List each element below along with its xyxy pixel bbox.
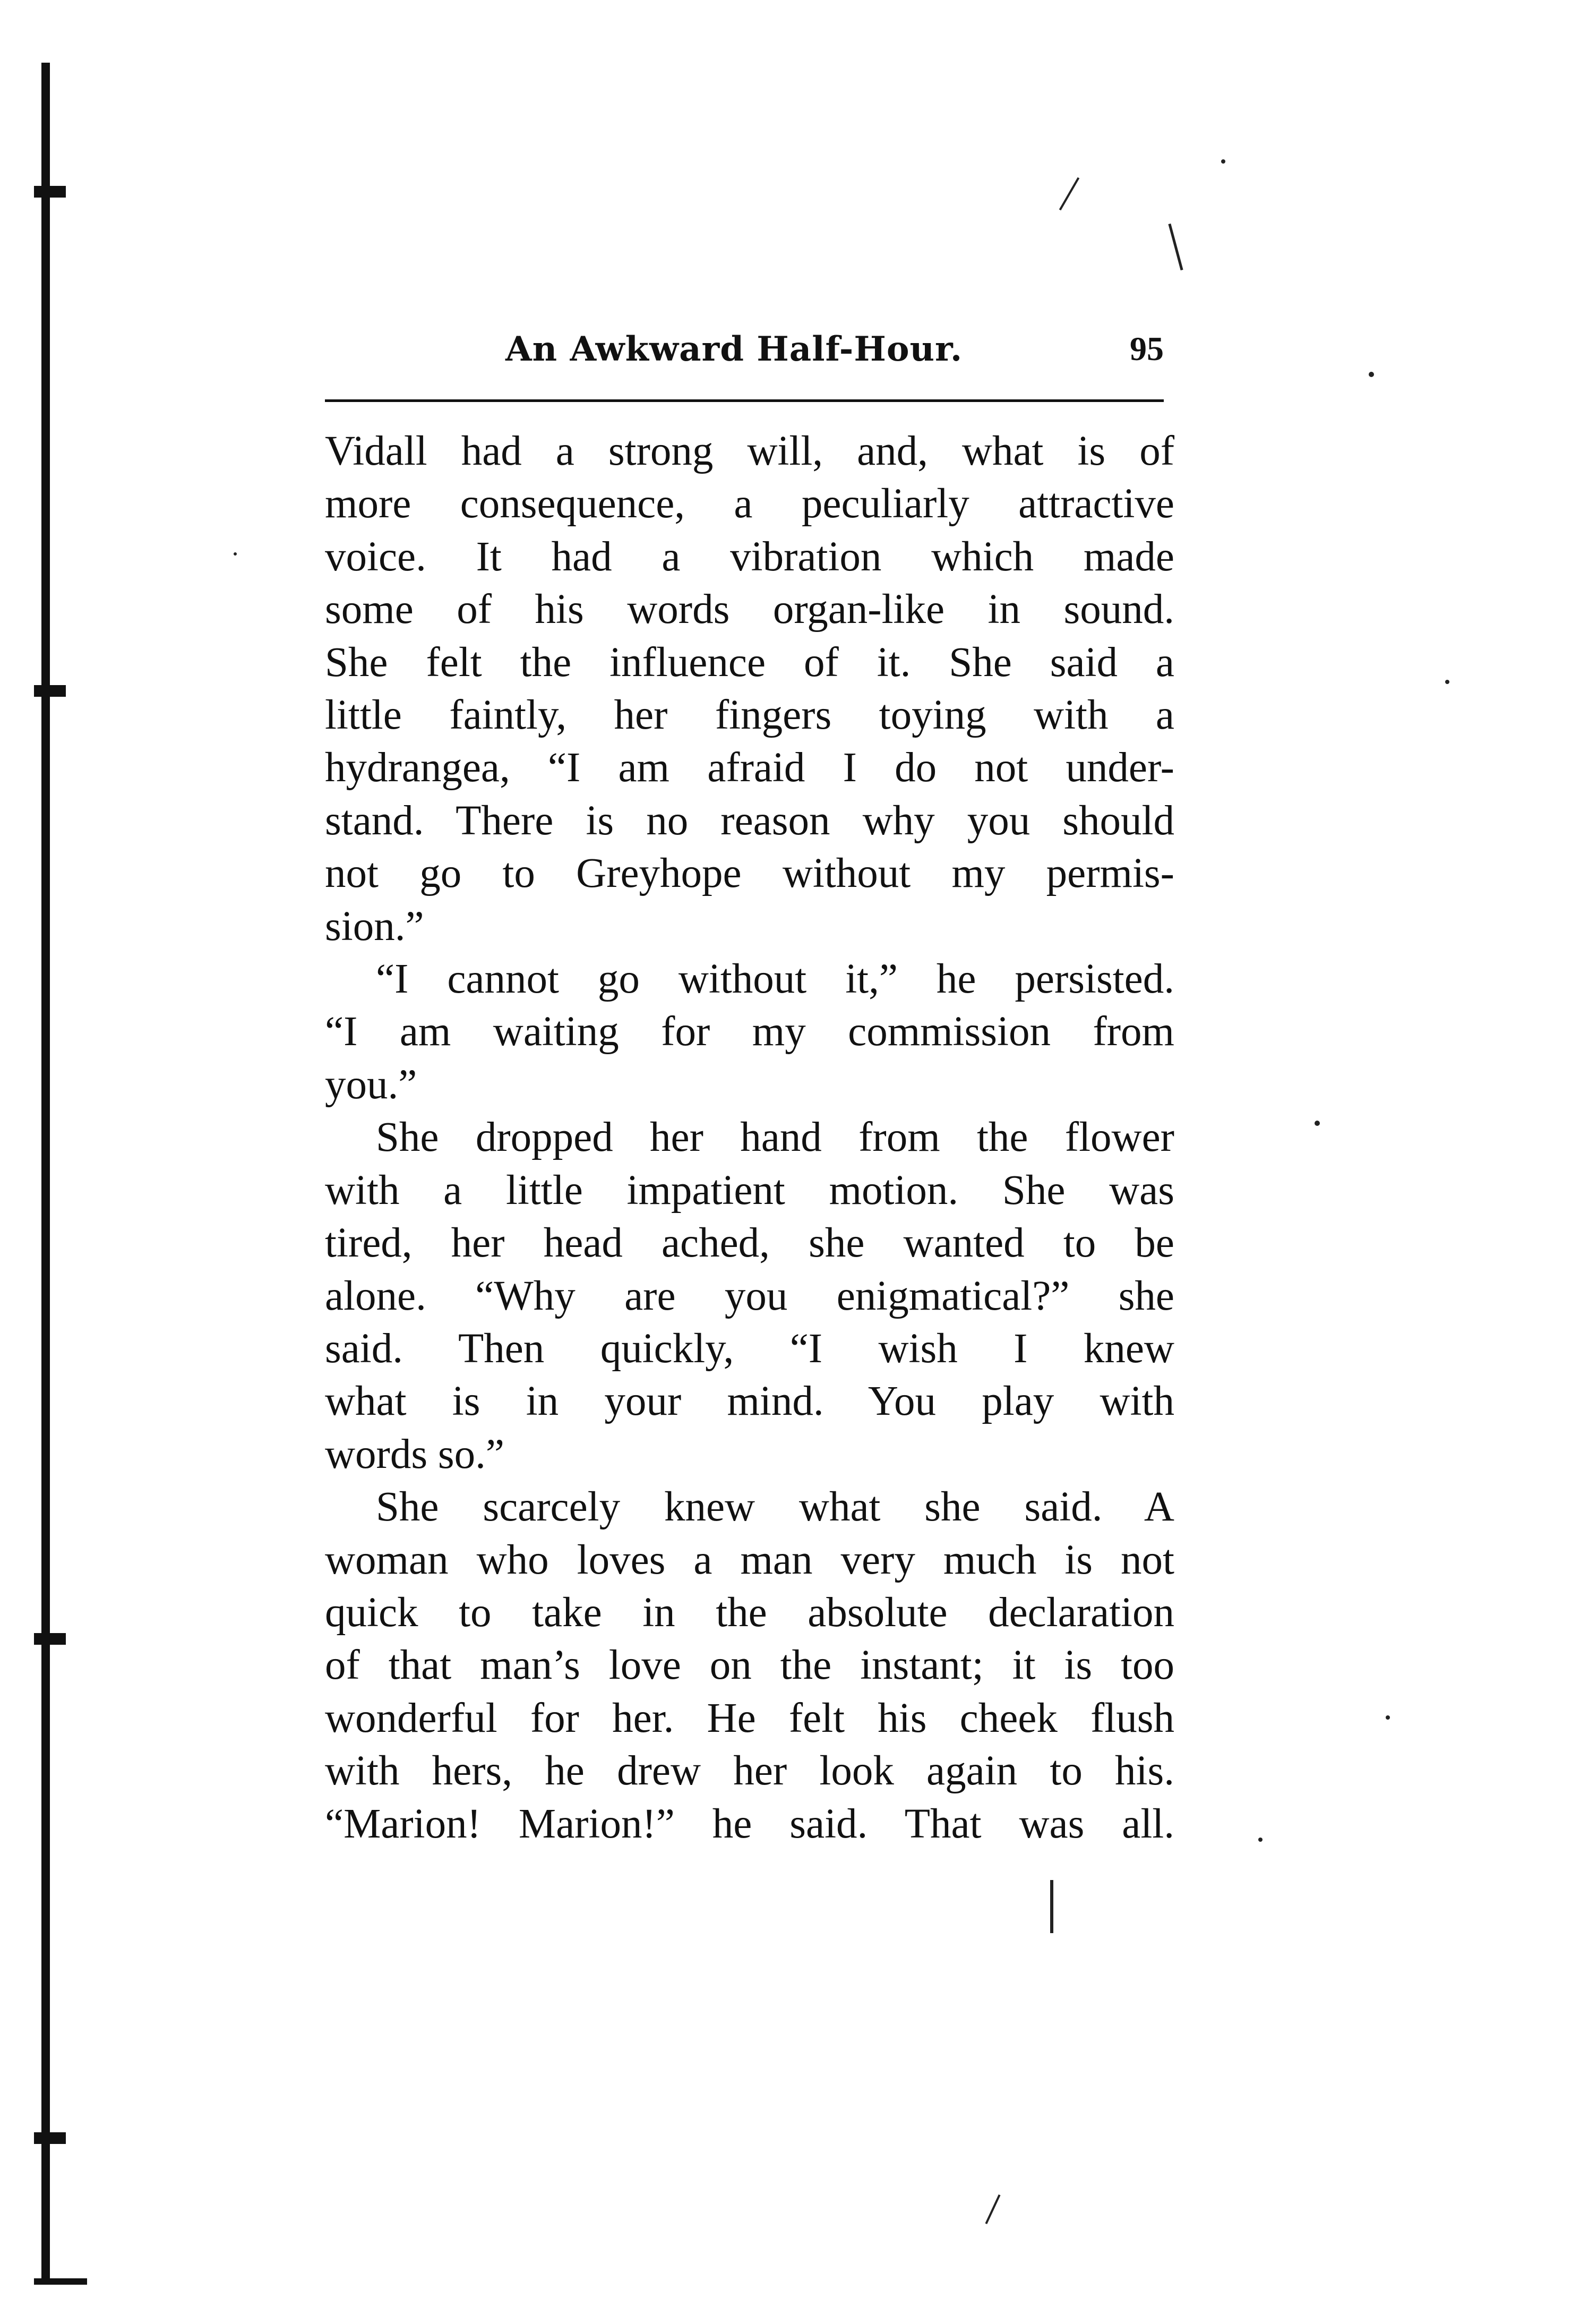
text-line: tired, her head ached, she wanted to be <box>325 1220 1174 1267</box>
text-line: of that man’s love on the instant; it is too <box>325 1642 1174 1689</box>
text-line: voice. It had a vibration which made <box>325 533 1174 580</box>
speck <box>1221 159 1225 164</box>
page-header <box>325 329 1169 382</box>
speck <box>1445 680 1449 684</box>
text-line: more consequence, a peculiarly attractive <box>325 481 1174 527</box>
speck <box>1315 1121 1320 1126</box>
speck <box>1369 372 1374 377</box>
binding-edge <box>41 63 50 2283</box>
binding-mark <box>34 685 66 697</box>
text-line: hydrangea, “I am afraid I do not under- <box>325 745 1174 791</box>
text-line: some of his words organ-like in sound. <box>325 586 1174 633</box>
text-line: what is in your mind. You play with <box>325 1378 1174 1425</box>
text-line: not go to Greyhope without my permis- <box>325 850 1174 897</box>
binding-mark <box>34 1633 66 1645</box>
text-line: with hers, he drew her look again to his. <box>325 1748 1174 1795</box>
text-line: “I am waiting for my commission from <box>325 1009 1174 1055</box>
text-line: She scarcely knew what she said. A <box>376 1484 1174 1531</box>
running-title: An Awkward Half-Hour. <box>505 329 963 369</box>
text-line: She dropped her hand from the flower <box>376 1114 1174 1161</box>
binding-mark <box>34 186 66 198</box>
text-line: little faintly, her fingers toying with a <box>325 692 1174 739</box>
text-line: “I cannot go without it,” he persisted. <box>376 956 1174 1003</box>
binding-mark <box>34 2278 87 2285</box>
text-line: Vidall had a strong will, and, what is of <box>325 428 1174 474</box>
text-line: alone. “Why are you enigmatical?” she <box>325 1272 1174 1319</box>
text-line: She felt the influence of it. She said a <box>325 639 1174 686</box>
speck <box>1386 1715 1390 1720</box>
text-line: woman who loves a man very much is not <box>325 1536 1174 1583</box>
ink-mark <box>1059 177 1079 211</box>
text-line: sion.” <box>325 903 424 950</box>
ink-mark <box>1168 224 1183 270</box>
ink-mark <box>985 2194 1001 2224</box>
text-line: words so.” <box>325 1431 504 1477</box>
text-line: wonderful for her. He felt his cheek flush <box>325 1695 1174 1741</box>
speck <box>234 552 237 556</box>
ink-mark <box>1050 1880 1053 1933</box>
binding-mark <box>34 2132 66 2144</box>
body-text <box>325 425 1174 1850</box>
text-line: “Marion! Marion!” he said. That was all. <box>325 1800 1174 1847</box>
text-line: you.” <box>325 1061 417 1108</box>
text-line: said. Then quickly, “I wish I knew <box>325 1325 1174 1372</box>
text-line: with a little impatient motion. She was <box>325 1167 1174 1214</box>
text-line: stand. There is no reason why you should <box>325 797 1174 844</box>
text-line: quick to take in the absolute declaration <box>325 1589 1174 1636</box>
header-rule <box>325 399 1164 402</box>
page-number: 95 <box>1130 330 1164 368</box>
speck <box>1258 1838 1263 1842</box>
